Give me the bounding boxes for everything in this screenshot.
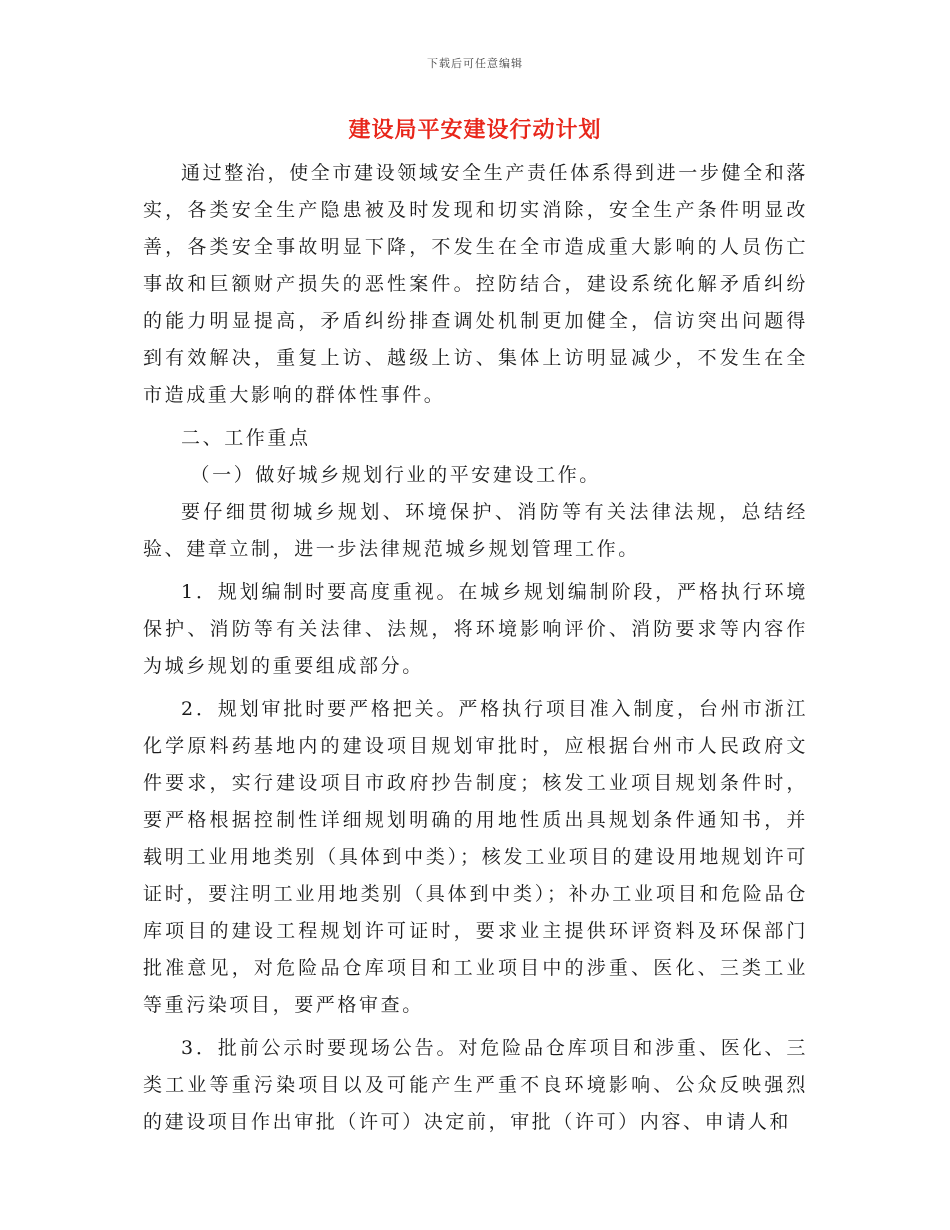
paragraph-item-1: 1．规划编制时要高度重视。在城乡规划编制阶段，严格执行环境保护、消防等有关法律、法规，将环境影响评价、消防要求等内容作为城乡规划的重要组成部分。 bbox=[143, 581, 808, 677]
paragraph-goals: 通过整治，使全市建设领域安全生产责任体系得到进一步健全和落实，各类安全生产隐患被及时发现和切实消除，安全生产条件明显改善，各类安全事故明显下降，不发生在全市造成重大影响的人员伤亡事故和巨额财产损失的恶性案件。控防结合，建设系统化解矛盾纠纷的能力明显提高，矛盾纠纷排查调处机制更加健全，信访突出问题得到有效解决，重复上访、越级上访、集体上访明显减少，不发生在全市造成重大影响的群体性事件。 bbox=[143, 162, 808, 406]
document-body bbox=[143, 155, 808, 1141]
paragraph-planning-intro: 要仔细贯彻城乡规划、环境保护、消防等有关法律法规，总结经验、建章立制，进一步法律规范城乡规划管理工作。 bbox=[143, 501, 808, 560]
paragraph-item-2: 2．规划审批时要严格把关。严格执行项目准入制度，台州市浙江化学原料药基地内的建设项目规划审批时，应根据台州市人民政府文件要求，实行建设项目市政府抄告制度；核发工业项目规划条件时，要严格根据控制性详细规划明确的用地性质出具规划条件通知书，并载明工业用地类别（具体到中类）；核发工业项目的建设用地规划许可证时，要注明工业用地类别（具体到中类）；补办工业项目和危险品仓库项目的建设工程规划许可证时，要求业主提供环评资料及环保部门批准意见，对危险品仓库项目和工业项目中的涉重、医化、三类工业等重污染项目，要严格审查。 bbox=[143, 698, 808, 1016]
document-title: 建设局平安建设行动计划 bbox=[348, 117, 602, 143]
header-note: 下载后可任意编辑 bbox=[427, 57, 523, 70]
section-heading-work-focus: 二、工作重点 bbox=[181, 427, 311, 449]
paragraph-item-3: 3．批前公示时要现场公告。对危险品仓库项目和涉重、医化、三类工业等重污染项目以及可能产生严重不良环境影响、公众反映强烈的建设项目作出审批（许可）决定前，审批（许可）内容、申请人和 bbox=[143, 1037, 808, 1133]
subsection-heading-planning: （一）做好城乡规划行业的平安建设工作。 bbox=[190, 464, 601, 486]
